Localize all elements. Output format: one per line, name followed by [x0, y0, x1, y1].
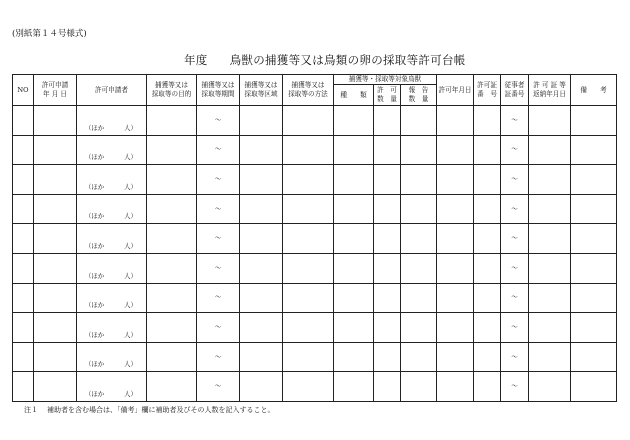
cell-permit-date[interactable] — [34, 165, 77, 195]
cell-area[interactable] — [240, 313, 283, 343]
applicant-others-count — [85, 183, 137, 192]
cell-method[interactable] — [283, 224, 334, 254]
cell-remarks[interactable] — [571, 194, 617, 224]
cell-area[interactable] — [240, 224, 283, 254]
table-row — [13, 106, 617, 136]
table-row — [13, 372, 617, 402]
cell-permit-no[interactable] — [474, 253, 501, 283]
cell-method[interactable] — [283, 135, 334, 165]
cell-permit-ym[interactable] — [437, 165, 474, 195]
cell-purpose[interactable] — [147, 165, 197, 195]
cell-purpose[interactable] — [147, 194, 197, 224]
col-header-permit-ym: 許可年月日 — [437, 75, 474, 106]
cell-period[interactable] — [197, 372, 240, 402]
cell-report-qty[interactable] — [401, 372, 437, 402]
cell-remarks[interactable] — [571, 342, 617, 372]
cell-remarks[interactable] — [571, 224, 617, 254]
cell-assistant-no[interactable] — [501, 283, 529, 313]
cell-permit-ym[interactable] — [437, 372, 474, 402]
cell-permit-no[interactable] — [474, 283, 501, 313]
form-identifier: (別紙第１４号様式) — [12, 29, 87, 39]
col-header-permit-date: 許可申請 年 月 日 — [34, 75, 77, 106]
cell-permit-qty[interactable] — [374, 253, 401, 283]
cell-permit-no[interactable] — [474, 135, 501, 165]
cell-permit-date[interactable] — [34, 253, 77, 283]
cell-purpose[interactable] — [147, 372, 197, 402]
cell-period[interactable] — [197, 253, 240, 283]
cell-permit-no[interactable] — [474, 224, 501, 254]
cell-permit-no[interactable] — [474, 313, 501, 343]
range-tilde: ～ — [214, 293, 222, 302]
cell-assistant-no[interactable] — [501, 194, 529, 224]
col-header-applicant: 許可申請者 — [77, 75, 147, 106]
table-row — [13, 135, 617, 165]
table-row — [13, 224, 617, 254]
cell-permit-qty[interactable] — [374, 224, 401, 254]
range-tilde: ～ — [214, 174, 222, 183]
table-row — [13, 342, 617, 372]
cell-no[interactable] — [13, 342, 34, 372]
applicant-others-count — [85, 360, 137, 369]
cell-return-date[interactable] — [529, 194, 571, 224]
table-row — [13, 194, 617, 224]
cell-applicant[interactable] — [77, 165, 147, 195]
cell-applicant[interactable] — [77, 224, 147, 254]
applicant-others-count — [85, 212, 137, 221]
cell-purpose[interactable] — [147, 224, 197, 254]
cell-permit-ym[interactable] — [437, 313, 474, 343]
cell-report-qty[interactable] — [401, 165, 437, 195]
cell-species[interactable] — [334, 106, 374, 136]
cell-applicant[interactable] — [77, 194, 147, 224]
range-tilde: ～ — [214, 322, 222, 331]
cell-purpose[interactable] — [147, 283, 197, 313]
col-header-target-group: 捕獲等・採取等対象鳥獣 — [334, 75, 437, 85]
cell-permit-date[interactable] — [34, 224, 77, 254]
range-tilde: ～ — [511, 174, 518, 183]
cell-applicant[interactable] — [77, 372, 147, 402]
cell-permit-qty[interactable] — [374, 313, 401, 343]
footnote-number: 注１ — [24, 406, 38, 414]
cell-remarks[interactable] — [571, 313, 617, 343]
cell-area[interactable] — [240, 194, 283, 224]
cell-applicant[interactable] — [77, 135, 147, 165]
applicant-others-prefix: （ほか — [85, 212, 105, 221]
cell-purpose[interactable] — [147, 106, 197, 136]
cell-return-date[interactable] — [529, 253, 571, 283]
cell-assistant-no[interactable] — [501, 253, 529, 283]
range-tilde: ～ — [214, 145, 222, 154]
applicant-others-prefix: （ほか — [85, 241, 105, 250]
cell-remarks[interactable] — [571, 165, 617, 195]
cell-purpose[interactable] — [147, 253, 197, 283]
col-header-no: NO — [13, 75, 34, 106]
cell-permit-no[interactable] — [474, 194, 501, 224]
cell-permit-qty[interactable] — [374, 194, 401, 224]
cell-method[interactable] — [283, 106, 334, 136]
cell-no[interactable] — [13, 135, 34, 165]
cell-permit-date[interactable] — [34, 283, 77, 313]
cell-permit-ym[interactable] — [437, 106, 474, 136]
applicant-others-count — [85, 242, 137, 251]
applicant-others-suffix: 人） — [124, 389, 137, 398]
cell-permit-qty[interactable] — [374, 372, 401, 402]
cell-area[interactable] — [240, 253, 283, 283]
cell-species[interactable] — [334, 224, 374, 254]
col-header-permit-qty: 許 可 数 量 — [374, 85, 401, 106]
range-tilde: ～ — [214, 234, 222, 243]
table-row — [13, 165, 617, 195]
applicant-others-suffix: 人） — [124, 360, 137, 369]
cell-no[interactable] — [13, 253, 34, 283]
cell-applicant[interactable] — [77, 313, 147, 343]
range-tilde: ～ — [214, 115, 222, 124]
cell-assistant-no[interactable] — [501, 106, 529, 136]
range-tilde: ～ — [511, 352, 518, 361]
title-main: 鳥獣の捕獲等又は鳥類の卵の採取等許可台帳 — [229, 53, 466, 67]
cell-return-date[interactable] — [529, 372, 571, 402]
cell-permit-date[interactable] — [34, 372, 77, 402]
cell-no[interactable] — [13, 194, 34, 224]
range-tilde: ～ — [214, 263, 222, 272]
col-header-return-date: 許 可 証 等 返納年月日 — [529, 75, 571, 106]
cell-period[interactable] — [197, 224, 240, 254]
cell-permit-ym[interactable] — [437, 342, 474, 372]
cell-permit-date[interactable] — [34, 342, 77, 372]
cell-area[interactable] — [240, 372, 283, 402]
cell-species[interactable] — [334, 135, 374, 165]
applicant-others-prefix: （ほか — [85, 389, 105, 398]
footnote — [24, 405, 275, 415]
cell-permit-no[interactable] — [474, 372, 501, 402]
cell-permit-no[interactable] — [474, 342, 501, 372]
cell-report-qty[interactable] — [401, 342, 437, 372]
cell-area[interactable] — [240, 342, 283, 372]
permit-register-table — [12, 74, 617, 402]
applicant-others-suffix: 人） — [124, 182, 137, 191]
applicant-others-prefix: （ほか — [85, 123, 105, 132]
col-header-area: 捕獲等又は 採取等区域 — [240, 75, 283, 106]
cell-permit-ym[interactable] — [437, 283, 474, 313]
cell-permit-ym[interactable] — [437, 135, 474, 165]
range-tilde: ～ — [511, 263, 518, 272]
cell-period[interactable] — [197, 165, 240, 195]
range-tilde: ～ — [511, 293, 518, 302]
cell-assistant-no[interactable] — [501, 313, 529, 343]
cell-return-date[interactable] — [529, 283, 571, 313]
cell-permit-qty[interactable] — [374, 135, 401, 165]
cell-assistant-no[interactable] — [501, 165, 529, 195]
col-header-report-qty: 報 告 数 量 — [401, 85, 437, 106]
cell-permit-date[interactable] — [34, 106, 77, 136]
cell-permit-date[interactable] — [34, 313, 77, 343]
cell-remarks[interactable] — [571, 253, 617, 283]
cell-permit-ym[interactable] — [437, 194, 474, 224]
range-tilde: ～ — [214, 382, 222, 391]
cell-assistant-no[interactable] — [501, 224, 529, 254]
cell-report-qty[interactable] — [401, 253, 437, 283]
cell-report-qty[interactable] — [401, 224, 437, 254]
cell-report-qty[interactable] — [401, 106, 437, 136]
cell-assistant-no[interactable] — [501, 342, 529, 372]
range-tilde: ～ — [511, 234, 518, 243]
applicant-others-prefix: （ほか — [85, 330, 105, 339]
cell-report-qty[interactable] — [401, 194, 437, 224]
cell-no[interactable] — [13, 372, 34, 402]
cell-permit-qty[interactable] — [374, 283, 401, 313]
range-tilde: ～ — [511, 145, 518, 154]
applicant-others-suffix: 人） — [124, 153, 137, 162]
cell-remarks[interactable] — [571, 372, 617, 402]
applicant-others-count — [85, 124, 137, 133]
col-header-purpose: 捕獲等又は 採取等の目的 — [147, 75, 197, 106]
applicant-others-count — [85, 331, 137, 340]
cell-method[interactable] — [283, 342, 334, 372]
footnote-text: 補助者を含む場合は、「備考」欄に補助者及びその人数を記入すること。 — [47, 406, 275, 414]
cell-remarks[interactable] — [571, 135, 617, 165]
cell-applicant[interactable] — [77, 106, 147, 136]
cell-no[interactable] — [13, 165, 34, 195]
cell-period[interactable] — [197, 135, 240, 165]
applicant-others-count — [85, 272, 137, 281]
applicant-others-count — [85, 390, 137, 399]
cell-method[interactable] — [283, 165, 334, 195]
cell-permit-ym[interactable] — [437, 253, 474, 283]
cell-remarks[interactable] — [571, 283, 617, 313]
cell-remarks[interactable] — [571, 106, 617, 136]
cell-permit-date[interactable] — [34, 135, 77, 165]
cell-no[interactable] — [13, 283, 34, 313]
cell-species[interactable] — [334, 342, 374, 372]
range-tilde: ～ — [511, 204, 518, 213]
col-header-remarks: 備 考 — [571, 75, 617, 106]
cell-return-date[interactable] — [529, 106, 571, 136]
applicant-others-count — [85, 301, 137, 310]
cell-method[interactable] — [283, 313, 334, 343]
cell-permit-qty[interactable] — [374, 165, 401, 195]
cell-species[interactable] — [334, 313, 374, 343]
cell-area[interactable] — [240, 106, 283, 136]
cell-species[interactable] — [334, 253, 374, 283]
range-tilde: ～ — [511, 322, 518, 331]
applicant-others-prefix: （ほか — [85, 153, 105, 162]
range-tilde: ～ — [511, 382, 518, 391]
cell-purpose[interactable] — [147, 342, 197, 372]
cell-permit-date[interactable] — [34, 194, 77, 224]
cell-species[interactable] — [334, 165, 374, 195]
range-tilde: ～ — [214, 204, 222, 213]
cell-period[interactable] — [197, 106, 240, 136]
page-title — [184, 52, 466, 68]
cell-period[interactable] — [197, 342, 240, 372]
cell-return-date[interactable] — [529, 224, 571, 254]
range-tilde: ～ — [511, 115, 518, 124]
cell-permit-qty[interactable] — [374, 342, 401, 372]
applicant-others-suffix: 人） — [124, 241, 137, 250]
cell-area[interactable] — [240, 165, 283, 195]
cell-period[interactable] — [197, 313, 240, 343]
cell-no[interactable] — [13, 224, 34, 254]
title-year: 年度 — [184, 53, 208, 67]
col-header-period: 捕獲等又は 採取等期間 — [197, 75, 240, 106]
applicant-others-suffix: 人） — [124, 123, 137, 132]
applicant-others-suffix: 人） — [124, 301, 137, 310]
cell-permit-no[interactable] — [474, 106, 501, 136]
col-header-species: 種 類 — [334, 85, 374, 106]
table-row — [13, 253, 617, 283]
applicant-others-prefix: （ほか — [85, 360, 105, 369]
cell-species[interactable] — [334, 372, 374, 402]
table-row — [13, 313, 617, 343]
col-header-assistant-no: 従事者 証番号 — [501, 75, 529, 106]
cell-report-qty[interactable] — [401, 135, 437, 165]
cell-period[interactable] — [197, 283, 240, 313]
table-row — [13, 283, 617, 313]
cell-report-qty[interactable] — [401, 313, 437, 343]
cell-species[interactable] — [334, 283, 374, 313]
cell-species[interactable] — [334, 194, 374, 224]
cell-method[interactable] — [283, 283, 334, 313]
applicant-others-suffix: 人） — [124, 330, 137, 339]
cell-report-qty[interactable] — [401, 283, 437, 313]
cell-assistant-no[interactable] — [501, 372, 529, 402]
applicant-others-prefix: （ほか — [85, 271, 105, 280]
col-header-permit-no: 許可証 番 号 — [474, 75, 501, 106]
cell-applicant[interactable] — [77, 342, 147, 372]
register-body — [13, 106, 617, 402]
cell-method[interactable] — [283, 372, 334, 402]
cell-return-date[interactable] — [529, 313, 571, 343]
cell-purpose[interactable] — [147, 313, 197, 343]
cell-return-date[interactable] — [529, 342, 571, 372]
range-tilde: ～ — [214, 352, 222, 361]
cell-applicant[interactable] — [77, 283, 147, 313]
applicant-others-prefix: （ほか — [85, 182, 105, 191]
applicant-others-suffix: 人） — [124, 271, 137, 280]
cell-permit-no[interactable] — [474, 165, 501, 195]
cell-method[interactable] — [283, 194, 334, 224]
col-header-method: 捕獲等又は 採取等の方法 — [283, 75, 334, 106]
cell-purpose[interactable] — [147, 135, 197, 165]
cell-area[interactable] — [240, 135, 283, 165]
cell-permit-ym[interactable] — [437, 224, 474, 254]
applicant-others-suffix: 人） — [124, 212, 137, 221]
cell-period[interactable] — [197, 194, 240, 224]
cell-return-date[interactable] — [529, 135, 571, 165]
cell-return-date[interactable] — [529, 165, 571, 195]
cell-assistant-no[interactable] — [501, 135, 529, 165]
applicant-others-prefix: （ほか — [85, 301, 105, 310]
cell-area[interactable] — [240, 283, 283, 313]
applicant-others-count — [85, 153, 137, 162]
cell-permit-qty[interactable] — [374, 106, 401, 136]
cell-no[interactable] — [13, 313, 34, 343]
cell-no[interactable] — [13, 106, 34, 136]
cell-method[interactable] — [283, 253, 334, 283]
cell-applicant[interactable] — [77, 253, 147, 283]
